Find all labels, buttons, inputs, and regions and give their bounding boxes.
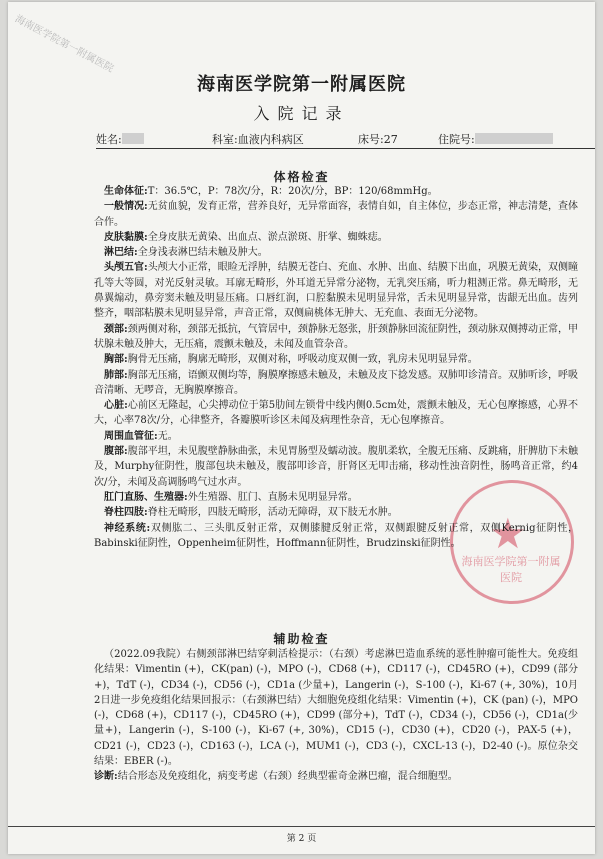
hospital-name: 海南医学院第一附属医院 [197, 74, 406, 95]
document-title: 入院记录 [253, 104, 350, 123]
spine-line: 脊柱四肢:脊柱无畸形，四肢无畸形，活动无障碍，双下肢无水肿。 [104, 507, 398, 519]
watermark: 海南医学院第一附属医院 [12, 13, 116, 75]
vessel-line: 周围血管征:无。 [104, 430, 178, 442]
lymph-line: 淋巴结:全身浅表淋巴结未触及肿大。 [104, 247, 268, 259]
seal-text: 海南医学院第一附属医院 [461, 555, 561, 584]
auxiliary-exam-content [94, 647, 578, 785]
physical-exam-title: 体格检查 [273, 170, 330, 184]
seal-star-icon: ★ [489, 509, 527, 558]
anus-line: 肛门直肠、生殖器:外生殖器、肛门、直肠未见明显异常。 [104, 491, 358, 503]
page-footer: 第 2 页 [8, 826, 595, 844]
physical-exam-content [94, 184, 578, 551]
heart-line: 心脏:心前区无隆起，心尖搏动位于第5肋间左锁骨中线内侧0.5cm处，震颤未触及，无心包摩擦感，心界不大，心率78次/分，心律整齐，各瓣膜听诊区未闻及病理性杂音，无心包摩擦音。 [94, 400, 578, 427]
pathology-paragraph: （2022.09我院）右侧颈部淋巴结穿刺活检提示：（右颈）考虑淋巴造血系统的恶性肿瘤可能性大。免疫组化结果：Vimentin (+)，CK(pan) (-)，MPO (-)，CD68 (+)，CD117 (-)，CD45RO (+)，CD99 (部分+)，TdT (-)，CD34 (-)，CD56 (-)，CD1a (少量+)，Langerin (-)，S-100 (-)，Ki-67 (+, 30%)，10月2日进一步免疫组化结果回报示：（右颈淋巴结）大细胞免疫组化结果：Vimentin (+)，CK (pan) (-)，MPO (-)，CD68 (+)，CD117 (-)，CD45RO (+)，CD99 (部分+)，TdT (-)，CD34 (-)，CD56 (-)，CD1a(少量+)，Langerin (-)，S-100 (-)，Ki-67 (+, 30%)，CD15 (-)，CD30 (+)，CD20 (-)，PAX-5 (+)，CD21 (-)，CD23 (-)，CD163 (-)，LCA (-)，MUM1 (-)，CD3 (-)，CXCL-13 (-)，D2-40 (-)。原位杂交结果：EBER (-)。 [94, 649, 578, 768]
skin-line: 皮肤黏膜:全身皮肤无黄染、出血点、淤点淤斑、肝掌、蜘蛛痣。 [104, 231, 388, 243]
patient-info-bar [96, 130, 595, 149]
neck-line: 颈部:颈两侧对称，颈部无抵抗，气管居中，颈静脉无怒张，肝颈静脉回流征阴性，颈动脉双侧搏动正常，甲状腺未触及肿大，无压痛，震颤未触及，未闻及血管杂音。 [94, 323, 579, 350]
bed-number: 床号:27 [358, 133, 398, 146]
head-line: 头颅五官:头颅大小正常，眼睑无浮肿，结膜无苍白、充血、水肿、出血、结膜下出血，巩膜无黄染，双侧瞳孔等大等圆，对光反射灵敏。耳廓无畸形，外耳道无异常分泌物，无乳突压痛，听力粗测正常。鼻无畸形，无鼻翼煽动，鼻旁窦未触及明显压痛。口唇红润，口腔黏膜未见明显异常，舌未见明显异常，齿龈无出血。齿列整齐，咽部粘膜未见明显异常，声音正常，双侧扁桃体无肿大、无充血、表面无分泌物。 [94, 262, 578, 320]
neuro-line: 神经系统:双侧肱二、三头肌反射正常，双侧膝腱反射正常，双侧跟腱反射正常，双侧Kernig征阴性，Babinski征阴性，Oppenheim征阴性，Hoffmann征阴性，Brudzinski征阴性。 [94, 522, 578, 549]
redacted-name [122, 133, 144, 144]
record-page [8, 2, 595, 854]
general-line: 一般情况:无贫血貌，发育正常，营养良好，无异常面容，表情自如，自主体位，步态正常，神志清楚，查体合作。 [94, 201, 578, 228]
diagnosis-line: 诊断:结合形态及免疫组化，病变考虑（右颈）经典型霍奇金淋巴瘤，混合细胞型。 [94, 771, 458, 783]
auxiliary-exam-title: 辅助检查 [273, 632, 330, 646]
lung-line: 肺部:胸部无压痛，语颤双侧均等，胸膜摩擦感未触及，未触及皮下捻发感。双肺叩诊清音。双肺听诊，呼吸音清晰、无啰音，无胸膜摩擦音。 [94, 369, 579, 396]
patient-name: 姓名: [96, 131, 144, 147]
redacted-admission-number [475, 133, 553, 144]
vitals-line: 生命体征:T：36.5℃，P：78次/分，R：20次/分，BP：120/68mmHg。 [104, 186, 438, 197]
department: 科室:血液内科病区 [212, 133, 304, 146]
admission-number: 住院号: [438, 131, 553, 147]
chest-line: 胸部:胸骨无压痛，胸廓无畸形，双侧对称，呼吸动度双侧一致，乳房未见明显异常。 [104, 354, 478, 366]
abdomen-line: 腹部:腹部平坦，未见腹壁静脉曲张，未见胃肠型及蠕动波。腹肌柔软，全腹无压痛、反跳痛，肝脾肋下未触及，Murphy征阴性，腹部包块未触及，腹部叩诊音，肝肾区无叩击痛，移动性浊音阴性，肠鸣音正常，约4次/分，未闻及高调肠鸣气过水声。 [94, 446, 579, 488]
